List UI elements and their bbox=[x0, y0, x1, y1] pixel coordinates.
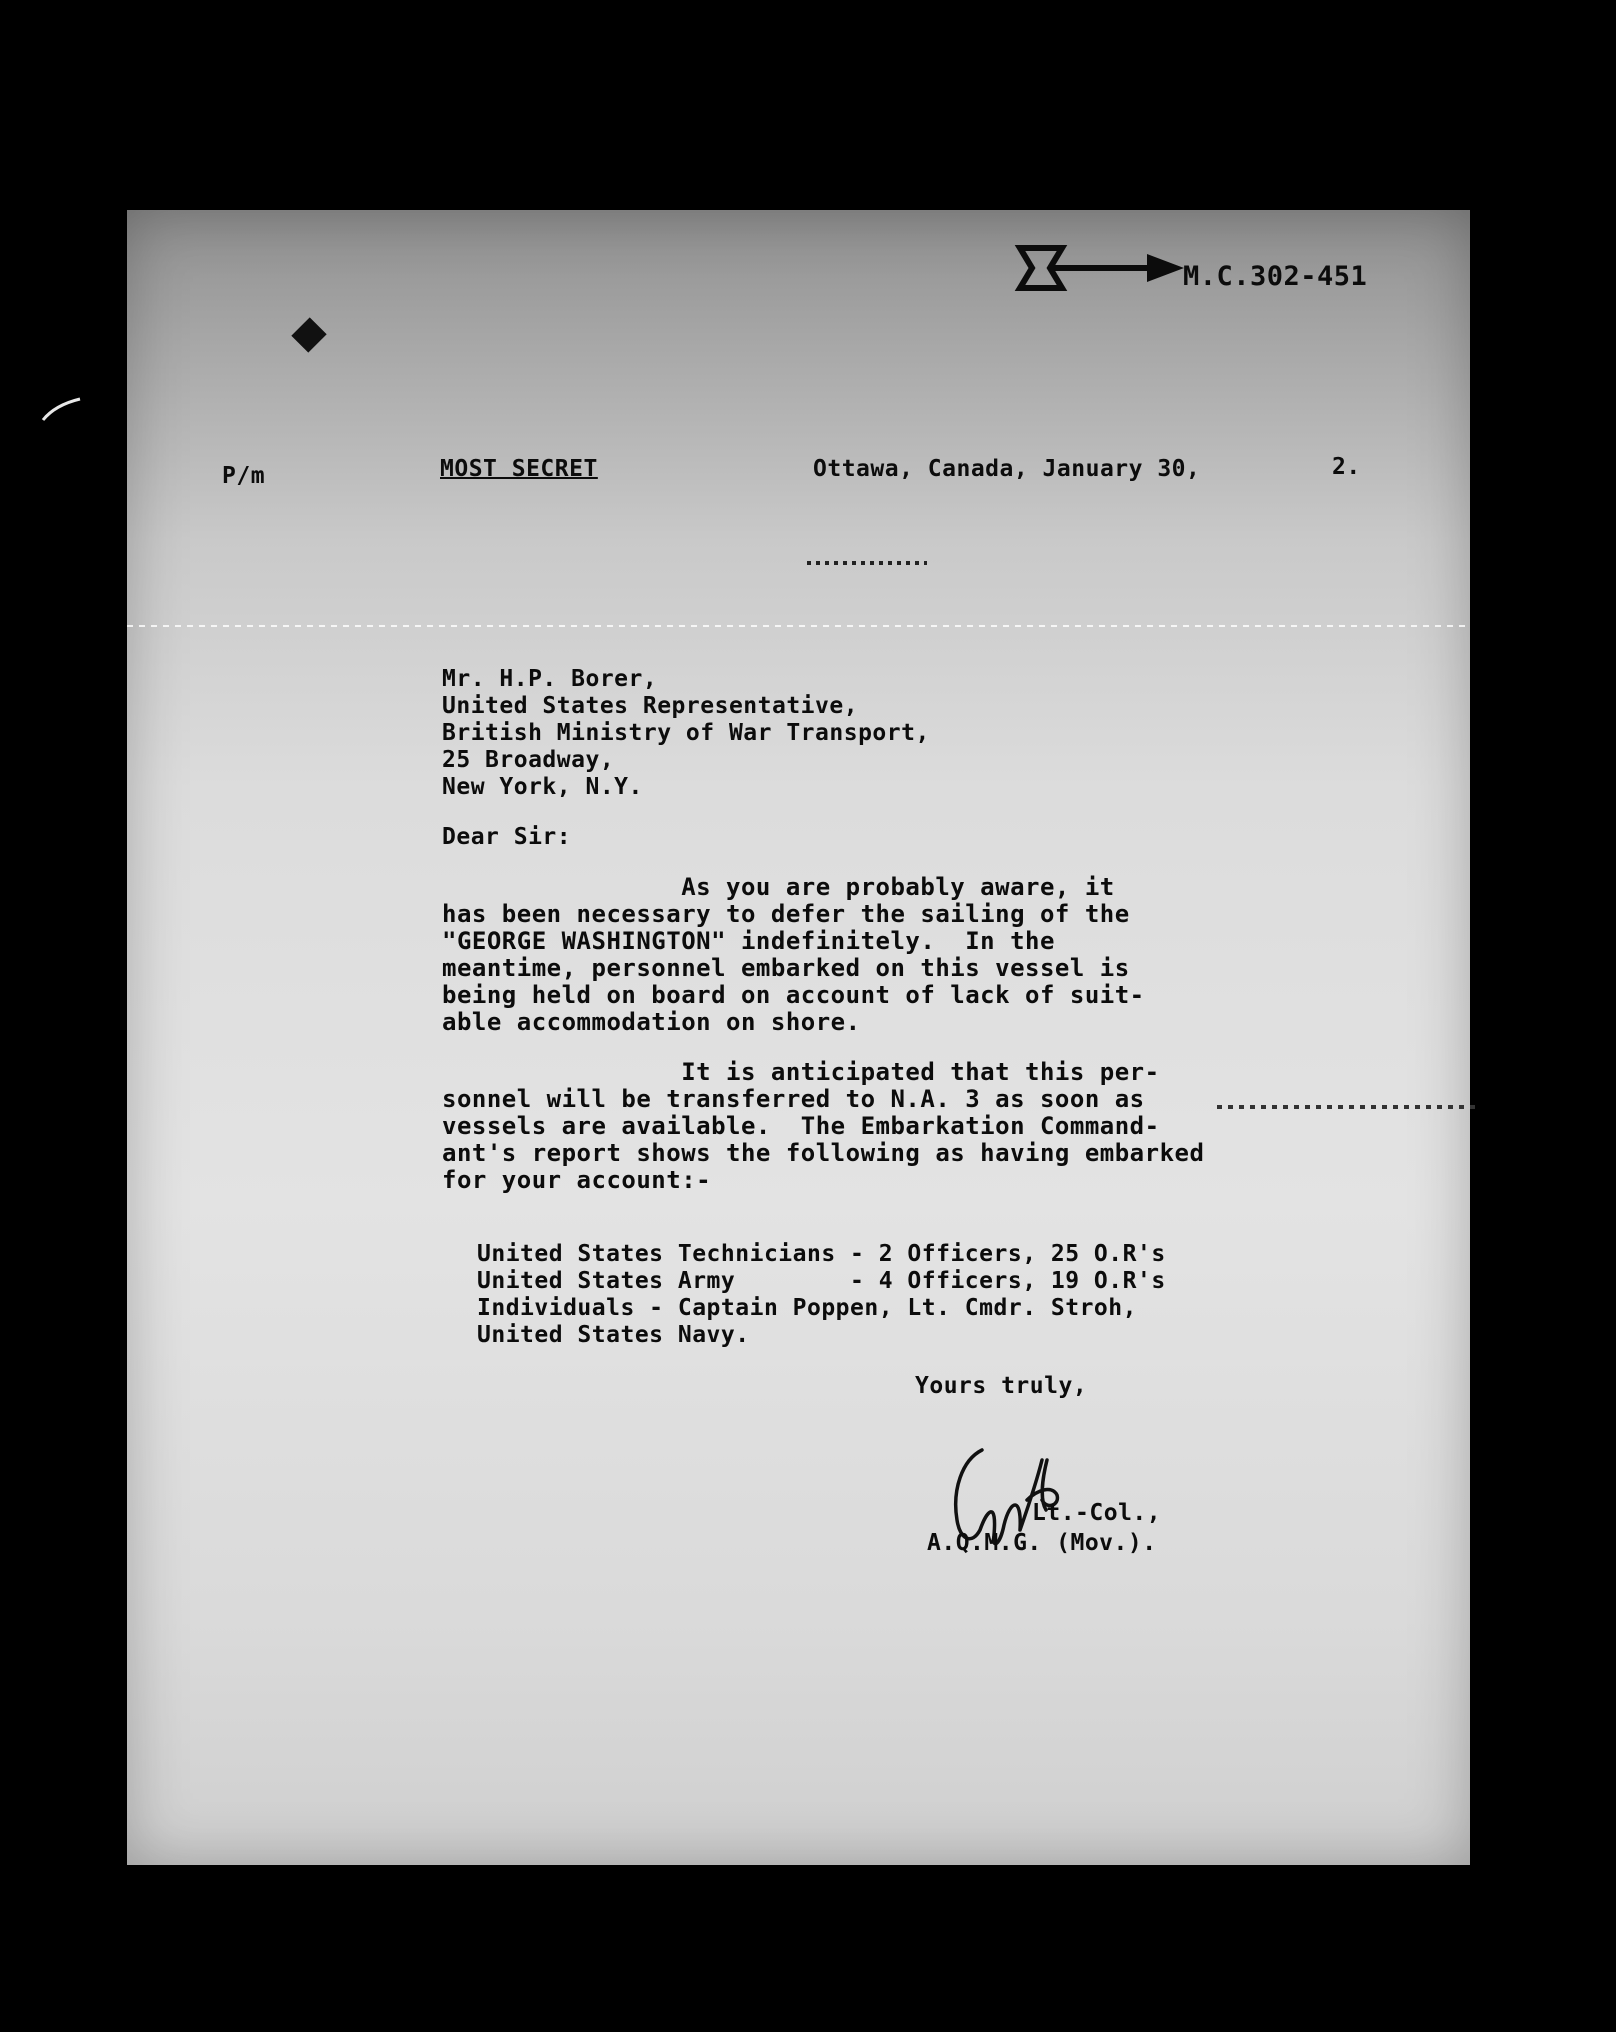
paragraph-line: "GEORGE WASHINGTON" indefinitely. In the bbox=[442, 927, 1055, 955]
paragraph-line: meantime, personnel embarked on this vessel is bbox=[442, 954, 1130, 982]
salutation: Dear Sir: bbox=[442, 824, 572, 850]
dotted-smudge bbox=[1217, 1105, 1477, 1109]
arrow-stamp-icon bbox=[1012, 238, 1187, 298]
classification-heading: MOST SECRET bbox=[440, 456, 598, 482]
address-line: United States Representative, bbox=[442, 693, 859, 719]
reference-number: M.C.302-451 bbox=[1183, 261, 1368, 292]
paragraph-line: vessels are available. The Embarkation Command- bbox=[442, 1112, 1160, 1140]
ink-blot bbox=[291, 317, 326, 352]
address-line: New York, N.Y. bbox=[442, 774, 643, 800]
paragraph-line: As you are probably aware, it bbox=[442, 873, 1115, 901]
dotted-mark bbox=[807, 561, 927, 565]
page-number: 2. bbox=[1332, 454, 1361, 480]
address-line: 25 Broadway, bbox=[442, 747, 615, 773]
address-line: British Ministry of War Transport, bbox=[442, 720, 930, 746]
place-date: Ottawa, Canada, January 30, bbox=[813, 456, 1201, 482]
paragraph-line: has been necessary to defer the sailing of the bbox=[442, 900, 1130, 928]
paragraph-line: being held on board on account of lack of suit- bbox=[442, 981, 1145, 1009]
file-mark: P/m bbox=[222, 463, 266, 489]
paragraph-line: ant's report shows the following as having embarked bbox=[442, 1139, 1205, 1167]
signature-rank: Lt.-Col., bbox=[1032, 1500, 1162, 1526]
address-line: Mr. H.P. Borer, bbox=[442, 666, 658, 692]
paragraph-line: sonnel will be transferred to N.A. 3 as soon as bbox=[442, 1085, 1145, 1113]
list-item: United States Technicians - 2 Officers, 25 O.R's bbox=[477, 1241, 1166, 1267]
document-page bbox=[127, 210, 1470, 1865]
paragraph-line: It is anticipated that this per- bbox=[442, 1058, 1160, 1086]
paragraph-line: for your account:- bbox=[442, 1166, 712, 1194]
closing: Yours truly, bbox=[915, 1373, 1088, 1399]
list-item: United States Navy. bbox=[477, 1322, 750, 1348]
paragraph-line: able accommodation on shore. bbox=[442, 1008, 861, 1036]
margin-mark bbox=[40, 395, 85, 425]
fold-line bbox=[127, 625, 1470, 627]
signature-title: A.Q.M.G. (Mov.). bbox=[927, 1530, 1157, 1556]
list-item: Individuals - Captain Poppen, Lt. Cmdr. Stroh, bbox=[477, 1295, 1137, 1321]
list-item: United States Army - 4 Officers, 19 O.R's bbox=[477, 1268, 1166, 1294]
